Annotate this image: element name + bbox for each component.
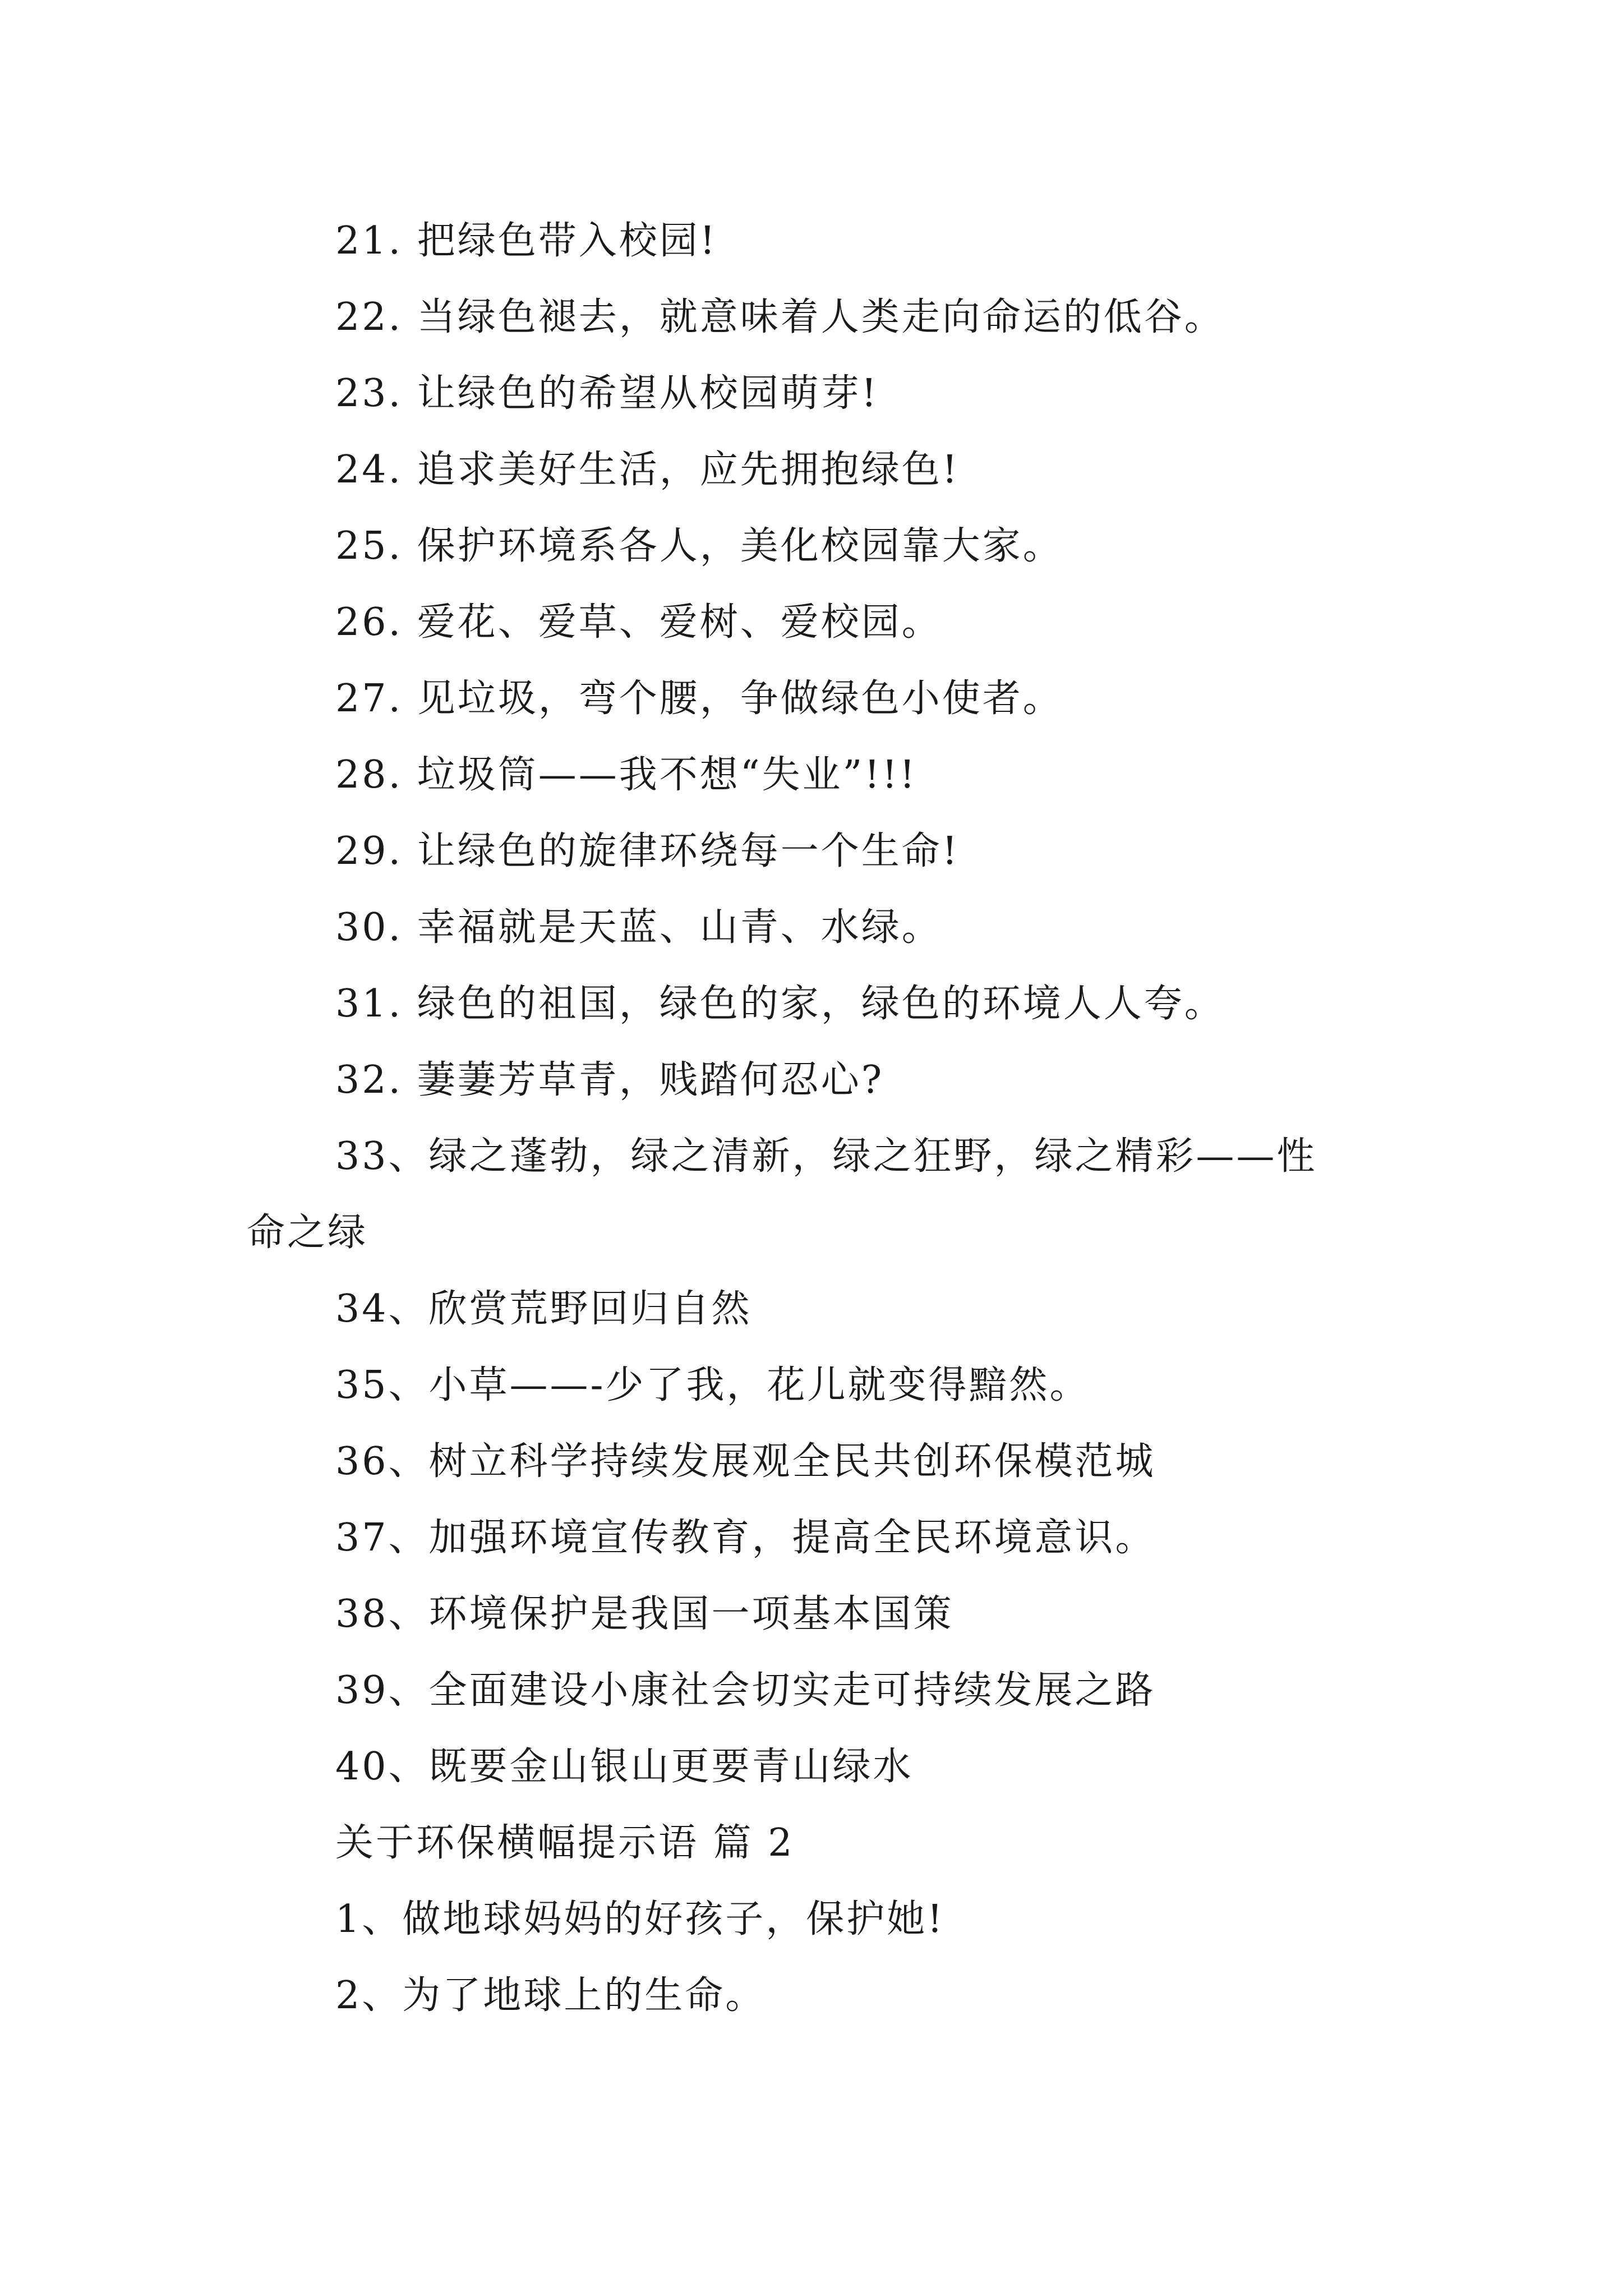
slogan-line: 27. 见垃圾，弯个腰，争做绿色小使者。 [335, 677, 1063, 721]
slogan-line-continuation: 命之绿 [247, 1211, 368, 1255]
slogan-line: 23. 让绿色的希望从校园萌芽! [335, 371, 879, 416]
slogan-line: 33、绿之蓬勃，绿之清新，绿之狂野，绿之精彩——性 [335, 1134, 1317, 1179]
slogan-line: 29. 让绿色的旋律环绕每一个生命! [335, 829, 960, 873]
slogan-line: 25. 保护环境系各人，美化校园靠大家。 [335, 524, 1063, 568]
slogan-line: 2、为了地球上的生命。 [335, 1973, 766, 2018]
slogan-line: 28. 垃圾筒——我不想“失业”!!! [335, 753, 917, 797]
slogan-line: 37、加强环境宣传教育，提高全民环境意识。 [335, 1516, 1156, 1560]
slogan-line: 34、欣赏荒野回归自然 [335, 1287, 752, 1331]
slogan-line: 35、小草——-少了我，花儿就变得黯然。 [335, 1363, 1090, 1407]
slogan-line: 21. 把绿色带入校园! [335, 219, 718, 263]
slogan-line: 36、树立科学持续发展观全民共创环保模范城 [335, 1439, 1156, 1484]
section-heading: 关于环保横幅提示语 篇 2 [335, 1821, 795, 1865]
slogan-line: 31. 绿色的祖国，绿色的家，绿色的环境人人夸。 [335, 982, 1225, 1026]
slogan-line: 32. 萋萋芳草青，贱踏何忍心? [335, 1058, 884, 1102]
slogan-line: 1、做地球妈妈的好孩子，保护她! [335, 1897, 945, 1941]
slogan-line: 39、全面建设小康社会切实走可持续发展之路 [335, 1668, 1156, 1713]
slogan-line: 26. 爱花、爱草、爱树、爱校园。 [335, 600, 942, 645]
slogan-line: 24. 追求美好生活，应先拥抱绿色! [335, 448, 960, 492]
document-body [247, 203, 1391, 2034]
slogan-line: 22. 当绿色褪去，就意味着人类走向命运的低谷。 [335, 295, 1225, 339]
slogan-line: 38、环境保护是我国一项基本国策 [335, 1592, 954, 1636]
slogan-line: 30. 幸福就是天蓝、山青、水绿。 [335, 905, 942, 950]
slogan-line: 40、既要金山银山更要青山绿水 [335, 1745, 914, 1789]
